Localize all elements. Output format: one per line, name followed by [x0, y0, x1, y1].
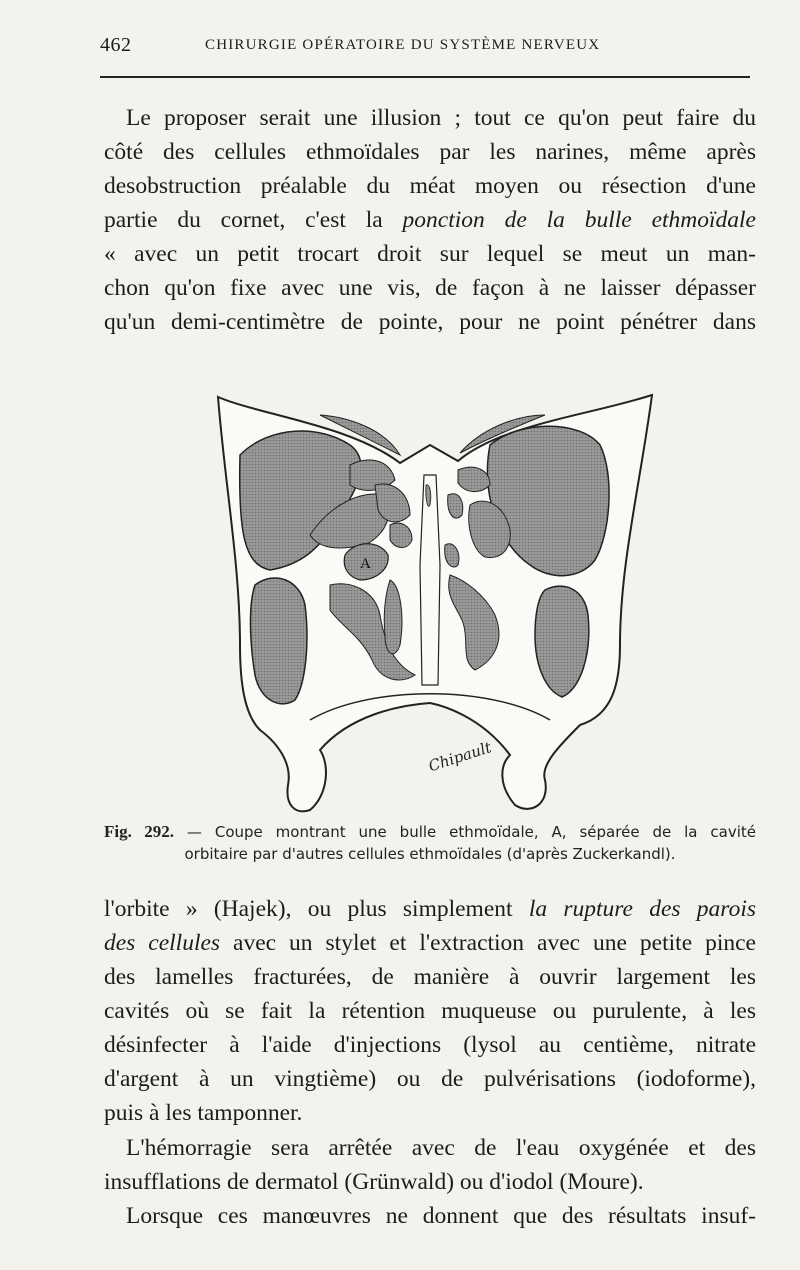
text-line: Le proposer serait une illusion ; tout ce qu'on peut faire du [126, 105, 756, 131]
nasal-septum [420, 475, 440, 685]
italic-term: ponction de la bulle ethmoïdale [402, 207, 756, 233]
text-line: d'argent à un vingtième) ou de pulvérisations (iodoforme), [104, 1066, 756, 1092]
running-title: CHIRURGIE OPÉRATOIRE DU SYSTÈME NERVEUX [205, 37, 601, 53]
label-A: A [360, 556, 371, 572]
paragraph-1 [104, 101, 756, 339]
italic-term: des cellules [104, 930, 221, 956]
caption-line: orbitaire par d'autres cellules ethmoïdales (d'après Zuckerkandl). [184, 845, 676, 863]
page-number: 462 [100, 34, 132, 56]
text-line: des lamelles fracturées, de manière à ouvrir largement les [104, 964, 756, 990]
text-line: puis à les tamponner. [104, 1100, 303, 1126]
text-line: L'hémorragie sera arrêtée avec de l'eau oxygénée et des [126, 1135, 756, 1161]
header-rule [100, 76, 750, 78]
figure-caption [104, 821, 756, 865]
text-line: désinfecter à l'aide d'injections (lysol au centième, nitrate [104, 1032, 756, 1058]
paragraph-2 [104, 892, 756, 1130]
text-line [104, 892, 756, 926]
artist-signature: Chipault [426, 738, 494, 776]
text-line: qu'un demi-centimètre de pointe, pour ne point pénétrer dans [104, 309, 756, 335]
figure-label: Fig. 292. [104, 822, 175, 841]
text-line: cavités où se fait la rétention muqueuse ou purulente, à les [104, 998, 756, 1024]
running-head [100, 34, 750, 64]
text-run: l'orbite » (Hajek), ou plus simplement [104, 896, 529, 922]
text-line: chon qu'on fixe avec une vis, de façon à ne laisser dépasser [104, 275, 756, 301]
text-run: partie du cornet, c'est la [104, 207, 403, 233]
text-line: côté des cellules ethmoïdales par les narines, même après [104, 139, 756, 165]
left-maxillary-sinus [250, 578, 306, 704]
text-line: Lorsque ces manœuvres ne donnent que des résultats insuf- [126, 1203, 756, 1229]
text-line [104, 203, 756, 237]
caption-text: — Coupe montrant une bulle ethmoïdale, A, séparée de la cavité [174, 823, 756, 841]
caption-line [104, 821, 756, 843]
paragraph-3 [104, 1131, 756, 1199]
text-line: insufflations de dermatol (Grünwald) ou d'iodol (Moure). [104, 1169, 644, 1195]
italic-term: la rupture des parois [528, 896, 756, 922]
text-line: desobstruction préalable du méat moyen ou résection d'une [104, 173, 756, 199]
text-line: « avec un petit trocart droit sur lequel se meut un man- [104, 241, 756, 267]
anatomical-figure [200, 385, 660, 825]
text-line [104, 926, 756, 960]
text-run: avec un stylet et l'extraction avec une petite pince [220, 930, 756, 956]
paragraph-4 [104, 1199, 756, 1233]
